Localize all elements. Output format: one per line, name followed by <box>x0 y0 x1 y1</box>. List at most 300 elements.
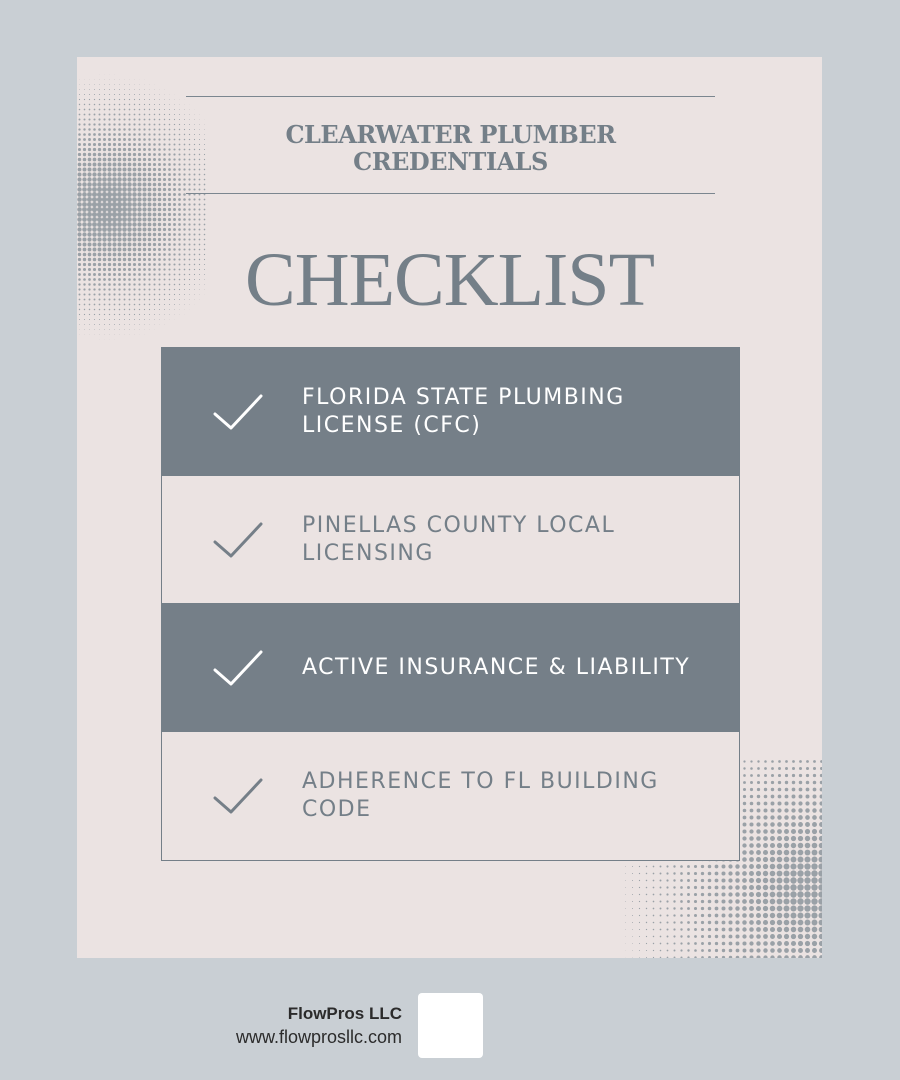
halftone-dot <box>763 899 768 904</box>
halftone-dot <box>178 223 181 226</box>
halftone-dot <box>102 207 107 212</box>
halftone-dot <box>94 89 95 90</box>
halftone-dot <box>715 956 718 958</box>
halftone-dot <box>173 148 175 150</box>
halftone-dot <box>163 213 166 216</box>
halftone-dot <box>791 829 796 834</box>
halftone-dot <box>820 767 822 770</box>
halftone-dot <box>77 197 82 202</box>
checklist <box>161 347 740 861</box>
halftone-dot <box>107 227 112 232</box>
halftone-dot <box>78 158 81 161</box>
halftone-dot <box>798 801 802 805</box>
halftone-dot <box>770 843 775 848</box>
halftone-dot <box>756 885 761 890</box>
checkmark-icon <box>212 392 264 432</box>
halftone-dot <box>722 865 726 869</box>
halftone-dot <box>199 234 201 236</box>
halftone-dot <box>799 774 802 777</box>
halftone-dot <box>169 114 170 115</box>
halftone-dot <box>123 123 125 125</box>
halftone-dot <box>798 829 803 834</box>
halftone-dot <box>82 232 86 236</box>
halftone-dot <box>743 774 746 777</box>
halftone-dot <box>666 900 668 902</box>
halftone-dot <box>173 168 176 171</box>
halftone-dot <box>139 114 141 116</box>
halftone-dot <box>142 222 146 226</box>
halftone-dot <box>632 915 633 916</box>
halftone-dot <box>708 872 712 876</box>
halftone-dot <box>139 324 140 325</box>
halftone-dot <box>103 148 106 151</box>
halftone-dot <box>124 89 125 90</box>
halftone-dot <box>199 219 201 221</box>
halftone-dot <box>701 935 704 938</box>
halftone-dot <box>139 109 141 111</box>
halftone-dot <box>93 143 96 146</box>
halftone-dot <box>792 760 795 763</box>
halftone-dot <box>122 177 126 181</box>
halftone-dot <box>715 949 718 952</box>
halftone-dot <box>812 927 818 933</box>
halftone-dot <box>128 138 131 141</box>
halftone-dot <box>784 913 790 919</box>
halftone-dot <box>625 887 626 888</box>
halftone-dot <box>102 197 107 202</box>
halftone-dot <box>188 213 190 215</box>
halftone-dot <box>735 920 739 924</box>
halftone-dot <box>178 178 181 181</box>
halftone-dot <box>749 836 753 840</box>
halftone-dot <box>805 948 810 953</box>
halftone-dot <box>164 99 165 100</box>
halftone-dot <box>653 873 655 875</box>
halftone-dot <box>99 109 101 111</box>
halftone-dot <box>750 788 753 791</box>
halftone-dot <box>163 193 166 196</box>
halftone-dot <box>179 104 180 105</box>
halftone-dot <box>142 187 146 191</box>
halftone-dot <box>193 208 195 210</box>
halftone-dot <box>653 943 654 944</box>
halftone-dot <box>174 124 175 125</box>
halftone-dot <box>138 178 142 182</box>
halftone-dot <box>174 134 176 136</box>
halftone-dot <box>819 815 822 820</box>
halftone-dot <box>129 89 130 90</box>
halftone-dot <box>687 942 690 945</box>
halftone-dot <box>813 788 817 792</box>
halftone-dot <box>770 906 776 912</box>
halftone-dot <box>129 109 131 111</box>
halftone-dot <box>804 884 810 890</box>
halftone-dot <box>763 885 768 890</box>
halftone-dot <box>99 329 100 330</box>
halftone-dot <box>820 781 822 784</box>
halftone-dot <box>122 167 126 171</box>
halftone-dot <box>784 906 790 912</box>
page-subtitle <box>186 121 715 175</box>
halftone-dot <box>770 822 775 827</box>
halftone-dot <box>118 163 122 167</box>
halftone-dot <box>102 212 107 217</box>
company-website-link[interactable]: www.flowprosllc.com <box>235 1027 402 1047</box>
halftone-dot <box>756 815 760 819</box>
halftone-dot <box>811 856 817 862</box>
halftone-dot <box>784 836 789 841</box>
halftone-dot <box>798 920 804 926</box>
halftone-dot <box>149 124 151 126</box>
halftone-dot <box>168 163 171 166</box>
halftone-dot <box>770 920 775 925</box>
halftone-dot <box>749 927 754 932</box>
halftone-dot <box>83 118 85 120</box>
halftone-dot <box>806 781 810 785</box>
halftone-dot <box>142 192 146 196</box>
checkmark-icon <box>212 648 264 688</box>
halftone-dot <box>119 94 120 95</box>
halftone-dot <box>729 942 733 946</box>
halftone-dot <box>112 187 117 192</box>
halftone-dot <box>701 942 704 945</box>
halftone-dot <box>653 950 654 951</box>
halftone-dot <box>721 871 725 875</box>
halftone-dot <box>791 955 796 958</box>
halftone-dot <box>673 879 675 881</box>
halftone-dot <box>82 177 86 181</box>
halftone-dot <box>103 133 106 136</box>
halftone-dot <box>84 109 86 111</box>
halftone-dot <box>819 843 822 849</box>
halftone-dot <box>163 153 166 156</box>
halftone-dot <box>168 153 170 155</box>
halftone-dot <box>137 227 141 231</box>
halftone-dot <box>806 795 810 799</box>
halftone-dot <box>749 871 754 876</box>
halftone-dot <box>133 168 137 172</box>
halftone-dot <box>790 884 796 890</box>
halftone-dot <box>708 935 711 938</box>
halftone-dot <box>806 788 810 792</box>
halftone-dot <box>790 877 796 883</box>
halftone-dot <box>770 871 776 877</box>
company-logo-placeholder <box>418 993 483 1058</box>
halftone-dot <box>149 109 150 110</box>
checklist-item-label <box>302 512 709 568</box>
halftone-dot <box>117 222 122 227</box>
halftone-dot <box>132 197 137 202</box>
halftone-dot <box>128 153 131 156</box>
halftone-dot <box>763 871 768 876</box>
halftone-dot <box>189 119 190 120</box>
halftone-dot <box>811 898 817 904</box>
halftone-dot <box>138 128 140 130</box>
halftone-dot <box>750 767 753 770</box>
halftone-dot <box>646 943 647 944</box>
halftone-dot <box>87 227 92 232</box>
checkmark-icon <box>212 776 264 816</box>
halftone-dot <box>127 177 131 181</box>
halftone-dot <box>153 218 157 222</box>
halftone-dot <box>118 118 120 120</box>
halftone-dot <box>811 891 817 897</box>
halftone-dot <box>78 143 81 146</box>
halftone-dot <box>639 887 640 888</box>
halftone-dot <box>173 153 175 155</box>
halftone-dot <box>680 886 683 889</box>
halftone-dot <box>112 217 117 222</box>
halftone-dot <box>127 172 131 176</box>
halftone-dot <box>104 79 105 80</box>
halftone-dot <box>163 158 166 161</box>
halftone-dot <box>169 119 170 120</box>
halftone-dot <box>742 857 747 862</box>
halftone-dot <box>148 158 151 161</box>
halftone-dot <box>92 207 97 212</box>
halftone-dot <box>144 119 146 121</box>
halftone-dot <box>118 148 121 151</box>
halftone-dot <box>87 172 91 176</box>
halftone-dot <box>158 143 160 145</box>
halftone-dot <box>169 124 171 126</box>
halftone-dot <box>708 942 711 945</box>
halftone-dot <box>103 153 107 157</box>
halftone-dot <box>178 208 181 211</box>
halftone-dot <box>805 934 810 939</box>
halftone-dot <box>93 158 97 162</box>
halftone-dot <box>149 104 150 105</box>
halftone-dot <box>173 173 176 176</box>
halftone-dot <box>92 187 97 192</box>
halftone-dot <box>673 872 675 874</box>
halftone-dot <box>77 212 82 217</box>
halftone-dot <box>193 188 195 190</box>
halftone-dot <box>763 941 768 946</box>
halftone-dot <box>153 173 156 176</box>
halftone-dot <box>743 802 746 805</box>
halftone-dot <box>178 173 180 175</box>
halftone-dot <box>653 929 655 931</box>
halftone-dot <box>811 870 817 876</box>
halftone-dot <box>632 901 633 902</box>
halftone-dot <box>117 207 122 212</box>
halftone-dot <box>812 948 817 953</box>
halftone-dot <box>199 119 200 120</box>
halftone-dot <box>193 223 195 225</box>
halftone-dot <box>179 114 180 115</box>
halftone-dot <box>127 212 132 217</box>
halftone-dot <box>770 829 775 834</box>
halftone-dot <box>143 123 145 125</box>
halftone-dot <box>764 767 767 770</box>
halftone-dot <box>784 815 789 820</box>
halftone-dot <box>118 133 121 136</box>
halftone-dot <box>811 877 817 883</box>
halftone-dot <box>77 217 81 221</box>
halftone-dot <box>183 233 185 235</box>
halftone-dot <box>178 218 181 221</box>
halftone-dot <box>148 163 151 166</box>
halftone-dot <box>790 898 796 904</box>
halftone-dot <box>94 99 95 100</box>
halftone-dot <box>743 823 747 827</box>
halftone-dot <box>173 203 176 206</box>
halftone-dot <box>158 203 162 207</box>
halftone-dot <box>128 128 130 130</box>
halftone-dot <box>173 208 176 211</box>
halftone-dot <box>743 781 746 784</box>
halftone-dot <box>188 183 190 185</box>
halftone-dot <box>142 212 146 216</box>
halftone-dot <box>646 950 647 951</box>
halftone-dot <box>204 234 206 236</box>
halftone-dot <box>673 893 675 895</box>
halftone-dot <box>88 118 90 120</box>
halftone-dot <box>735 892 740 897</box>
halftone-dot <box>134 94 135 95</box>
halftone-dot <box>632 957 633 958</box>
halftone-dot <box>153 153 156 156</box>
halftone-dot <box>77 182 81 186</box>
halftone-dot <box>625 866 626 867</box>
halftone-dot <box>639 922 640 923</box>
halftone-dot <box>174 114 175 115</box>
checklist-item-label-line: LICENSE (CFC) <box>302 412 482 438</box>
halftone-dot <box>133 123 135 125</box>
halftone-dot <box>680 865 683 868</box>
halftone-dot <box>108 118 110 120</box>
halftone-dot <box>777 920 782 925</box>
halftone-dot <box>778 774 781 777</box>
halftone-dot <box>653 866 655 868</box>
halftone-dot <box>812 836 817 841</box>
halftone-dot <box>729 928 733 932</box>
halftone-dot <box>193 183 195 185</box>
halftone-dot <box>735 871 740 876</box>
halftone-dot <box>102 182 107 187</box>
halftone-dot <box>163 173 166 176</box>
halftone-dot <box>153 183 157 187</box>
halftone-dot <box>89 94 90 95</box>
halftone-dot <box>735 864 739 868</box>
halftone-dot <box>742 878 747 883</box>
halftone-dot <box>756 878 761 883</box>
halftone-dot <box>742 843 746 847</box>
halftone-dot <box>122 217 127 222</box>
halftone-dot <box>169 134 171 136</box>
halftone-dot <box>104 104 106 106</box>
halftone-dot <box>749 899 754 904</box>
halftone-dot <box>783 870 789 876</box>
halftone-dot <box>173 223 176 226</box>
halftone-dot <box>144 104 145 105</box>
halftone-dot <box>83 123 85 125</box>
halftone-dot <box>163 163 166 166</box>
halftone-dot <box>108 128 111 131</box>
halftone-dot <box>701 907 704 910</box>
halftone-dot <box>805 941 810 946</box>
halftone-dot <box>749 906 754 911</box>
halftone-dot <box>756 843 761 848</box>
halftone-dot <box>93 153 97 157</box>
halftone-dot <box>777 864 783 870</box>
halftone-dot <box>784 857 790 863</box>
halftone-dot <box>639 915 640 916</box>
halftone-dot <box>93 163 97 167</box>
halftone-dot <box>138 123 140 125</box>
halftone-dot <box>173 178 176 181</box>
halftone-dot <box>83 148 86 151</box>
halftone-dot <box>777 857 783 863</box>
halftone-dot <box>750 760 752 762</box>
halftone-dot <box>715 879 719 883</box>
halftone-dot <box>750 781 753 784</box>
halftone-dot <box>680 879 683 882</box>
halftone-dot <box>687 914 690 917</box>
halftone-dot <box>770 850 775 855</box>
halftone-dot <box>92 227 97 232</box>
halftone-dot <box>708 949 711 952</box>
halftone-dot <box>632 936 633 937</box>
halftone-dot <box>99 84 100 85</box>
halftone-dot <box>790 870 796 876</box>
halftone-dot <box>632 894 633 895</box>
halftone-dot <box>735 885 740 890</box>
halftone-dot <box>164 114 165 115</box>
halftone-dot <box>625 943 626 944</box>
halftone-dot <box>168 223 171 226</box>
halftone-dot <box>93 133 96 136</box>
halftone-dot <box>673 914 675 916</box>
halftone-dot <box>811 863 817 869</box>
halftone-dot <box>660 915 662 917</box>
halftone-dot <box>701 872 704 875</box>
halftone-dot <box>132 182 136 186</box>
halftone-dot <box>99 324 100 325</box>
halftone-dot <box>138 158 141 161</box>
halftone-dot <box>771 760 774 763</box>
halftone-dot <box>103 128 106 131</box>
halftone-dot <box>114 109 116 111</box>
halftone-dot <box>743 760 745 762</box>
halftone-dot <box>104 109 106 111</box>
halftone-dot <box>84 324 85 325</box>
halftone-dot <box>169 99 170 100</box>
halftone-dot <box>194 234 196 236</box>
halftone-dot <box>174 109 175 110</box>
halftone-dot <box>749 857 754 862</box>
halftone-dot <box>154 109 155 110</box>
halftone-dot <box>812 801 816 805</box>
halftone-dot <box>124 84 125 85</box>
halftone-dot <box>813 795 817 799</box>
halftone-dot <box>791 836 796 841</box>
halftone-dot <box>132 207 137 212</box>
halftone-dot <box>143 138 146 141</box>
halftone-dot <box>82 217 87 222</box>
halftone-dot <box>178 153 180 155</box>
halftone-dot <box>132 222 136 226</box>
halftone-dot <box>143 173 147 177</box>
halftone-dot <box>736 949 740 953</box>
halftone-dot <box>708 956 711 958</box>
halftone-dot <box>98 143 101 146</box>
halftone-dot <box>735 878 740 883</box>
halftone-dot <box>143 233 147 237</box>
halftone-dot <box>108 138 111 141</box>
halftone-dot <box>771 795 775 799</box>
